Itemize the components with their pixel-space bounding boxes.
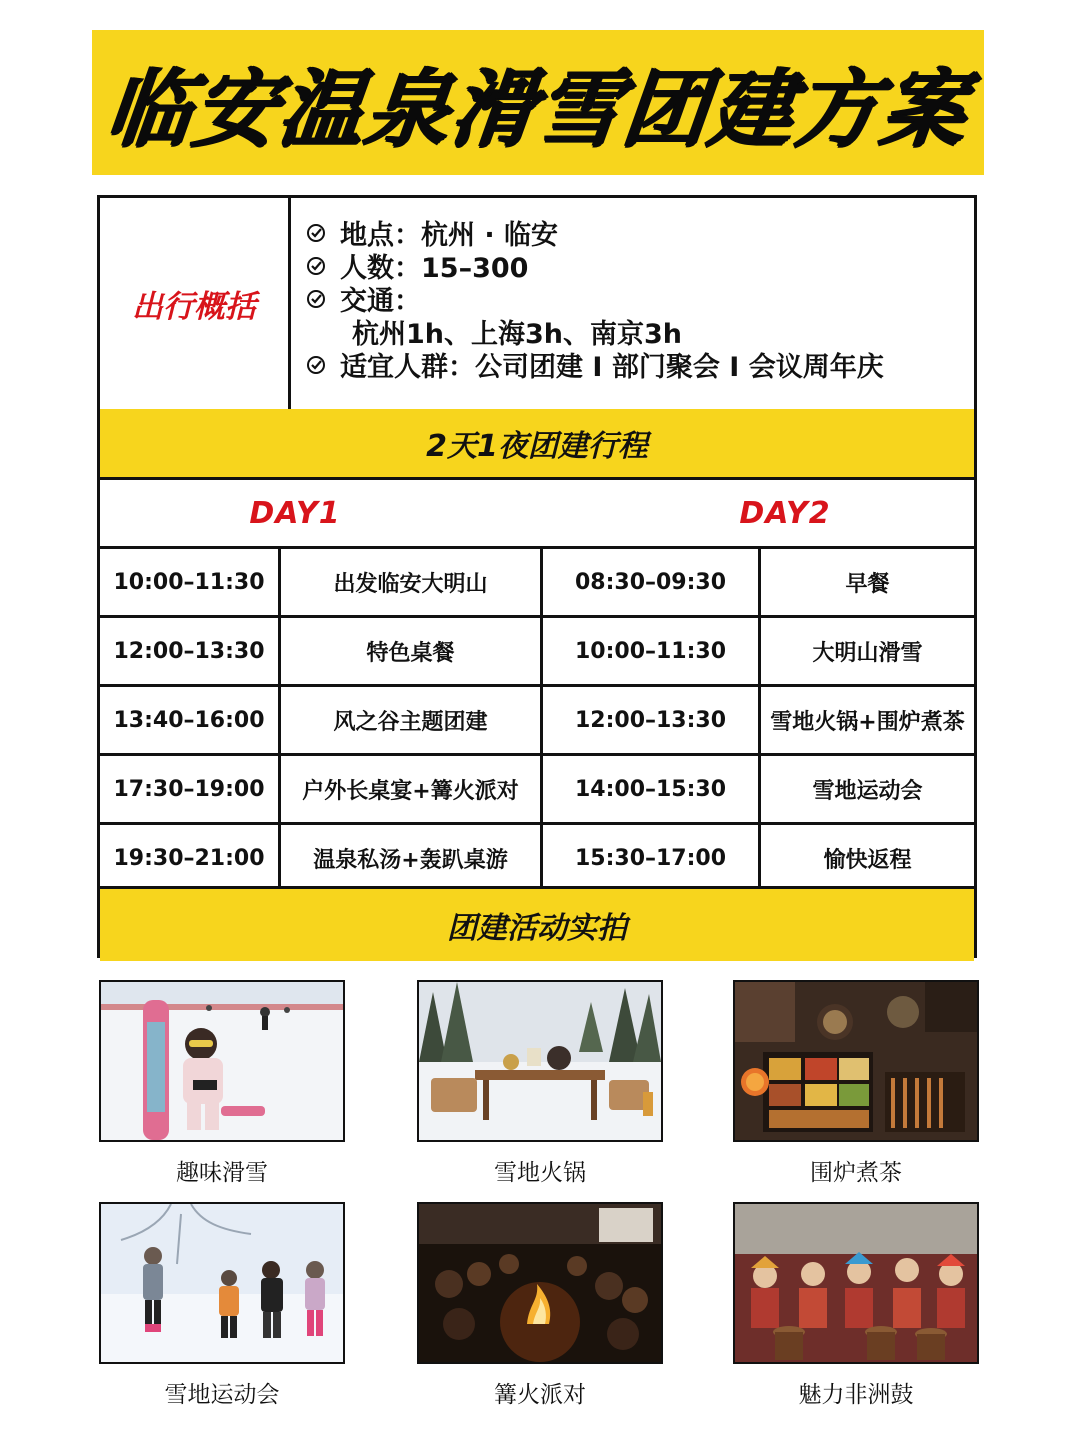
overview-item-text: 交通： — [340, 286, 421, 317]
overview-list — [306, 216, 966, 381]
day1-activity: 温泉私汤+轰趴桌游 — [281, 825, 543, 891]
day1-time: 10:00–11:30 — [100, 549, 281, 615]
photo-card — [733, 1202, 979, 1409]
overview-label: 出行概括 — [100, 198, 291, 409]
day2-activity: 大明山滑雪 — [812, 640, 923, 666]
overview-item-text: 人数：15–300 — [340, 253, 529, 284]
overview-item — [306, 249, 966, 282]
photo-caption: 篝火派对 — [494, 1382, 586, 1408]
photo-card — [417, 980, 663, 1187]
photo-caption: 雪地火锅 — [494, 1160, 586, 1186]
day2-activity: 早餐 — [845, 571, 890, 597]
photo-card — [99, 1202, 345, 1409]
day1-activity: 特色桌餐 — [281, 618, 543, 684]
photos-heading: 团建活动实拍 — [100, 886, 974, 961]
title-banner — [92, 30, 984, 175]
plan-table — [97, 195, 977, 958]
check-circle-icon — [306, 256, 326, 276]
photo-card — [733, 980, 979, 1187]
day1-activity: 风之谷主题团建 — [281, 687, 543, 753]
itinerary-heading: 2天1夜团建行程 — [100, 409, 974, 480]
day2-activity: 愉快返程 — [823, 847, 912, 873]
day2-label: DAY2 — [739, 495, 831, 531]
table-row — [100, 825, 974, 894]
day1-activity: 出发临安大明山 — [281, 549, 543, 615]
overview-item-text: 杭州1h、上海3h、南京3h — [352, 319, 683, 350]
kids-scene-image — [101, 1204, 343, 1362]
overview-item — [306, 348, 966, 381]
ski-scene-image — [101, 982, 343, 1140]
day1-time: 13:40–16:00 — [100, 687, 281, 753]
day1-time: 19:30–21:00 — [100, 825, 281, 891]
drums-scene-image — [735, 1204, 977, 1362]
check-circle-icon — [306, 223, 326, 243]
day2-activity: 雪地火锅+围炉煮茶 — [770, 709, 965, 735]
page-title: 临安温泉滑雪团建方案 — [102, 60, 973, 158]
day2-activity: 雪地运动会 — [812, 778, 923, 804]
table-row — [100, 756, 974, 825]
day2-time: 10:00–11:30 — [543, 618, 761, 684]
photo-caption: 魅力非洲鼓 — [798, 1382, 914, 1408]
day1-time: 12:00–13:30 — [100, 618, 281, 684]
day-header-row — [100, 480, 974, 549]
drums-photo — [733, 1202, 979, 1364]
photo-card — [417, 1202, 663, 1409]
photo-card — [99, 980, 345, 1187]
schedule-table — [100, 549, 974, 894]
kids-photo — [99, 1202, 345, 1364]
overview-item — [306, 315, 966, 348]
day1-label: DAY1 — [249, 495, 341, 531]
bonfire-scene-image — [419, 1204, 661, 1362]
overview-item — [306, 282, 966, 315]
table-row — [100, 618, 974, 687]
bonfire-photo — [417, 1202, 663, 1364]
tea-photo — [733, 980, 979, 1142]
photo-caption: 趣味滑雪 — [176, 1160, 268, 1186]
check-circle-icon — [306, 355, 326, 375]
hotpot-scene-image — [419, 982, 661, 1140]
overview-item-text: 地点：杭州 · 临安 — [340, 220, 559, 251]
day2-time: 14:00–15:30 — [543, 756, 761, 822]
day2-time: 12:00–13:30 — [543, 687, 761, 753]
overview-section — [100, 198, 974, 412]
hotpot-photo — [417, 980, 663, 1142]
tea-scene-image — [735, 982, 977, 1140]
overview-item — [306, 216, 966, 249]
overview-item-text: 适宜人群：公司团建 I 部门聚会 I 会议周年庆 — [340, 352, 884, 383]
photo-caption: 雪地运动会 — [164, 1382, 280, 1408]
check-circle-icon — [306, 289, 326, 309]
day1-time: 17:30–19:00 — [100, 756, 281, 822]
table-row — [100, 549, 974, 618]
day2-time: 15:30–17:00 — [543, 825, 761, 891]
photo-caption: 围炉煮茶 — [810, 1160, 902, 1186]
day2-time: 08:30–09:30 — [543, 549, 761, 615]
ski-photo — [99, 980, 345, 1142]
day1-activity: 户外长桌宴+篝火派对 — [281, 756, 543, 822]
table-row — [100, 687, 974, 756]
